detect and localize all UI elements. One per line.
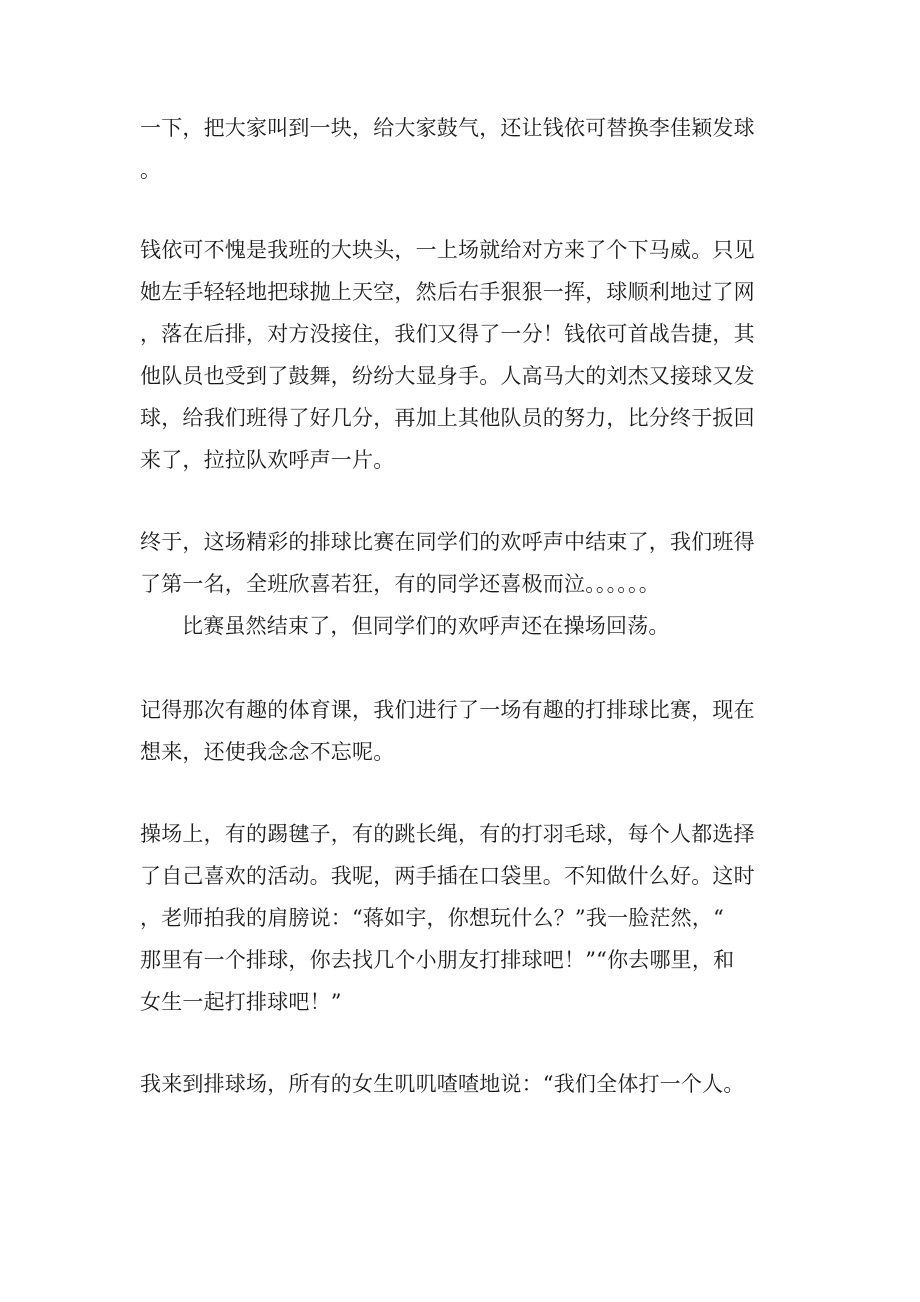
text-line: 我来到排球场，所有的女生叽叽喳喳地说：“我们全体打一个人。 xyxy=(140,1072,745,1096)
text-line: 。 xyxy=(140,158,162,182)
text-line: 女生一起打排球吧！” xyxy=(140,990,342,1014)
text-line: 她左手轻轻地把球抛上天空，然后右手狠狠一挥，球顺利地过了网 xyxy=(140,280,755,304)
text-line: 球，给我们班得了好几分，再加上其他队员的努力，比分终于扳回 xyxy=(140,406,755,430)
text-line: 他队员也受到了鼓舞，纷纷大显身手。人高马大的刘杰又接球又发 xyxy=(140,364,755,388)
text-line: 了第一名，全班欣喜若狂，有的同学还喜极而泣。。。。。。 xyxy=(140,572,660,596)
text-line: 了自己喜欢的活动。我呢，两手插在口袋里。不知做什么好。这时 xyxy=(140,864,755,888)
text-line: ，老师拍我的肩膀说：“蒋如宇，你想玩什么？”我一脸茫然，“ xyxy=(140,906,725,930)
text-line: 操场上，有的踢毽子，有的跳长绳，有的打羽毛球，每个人都选择 xyxy=(140,822,755,846)
text-line: 钱依可不愧是我班的大块头，一上场就给对方来了个下马威。只见 xyxy=(140,238,755,262)
text-line: 记得那次有趣的体育课，我们进行了一场有趣的打排球比赛，现在 xyxy=(140,698,755,722)
text-line: 想来，还使我念念不忘呢。 xyxy=(140,740,395,764)
text-line: ，落在后排，对方没接住，我们又得了一分！钱依可首战告捷，其 xyxy=(140,322,755,346)
text-line: 那里有一个排球，你去找几个小朋友打排球吧！”“你去哪里，和 xyxy=(140,948,735,972)
text-line: 终于，这场精彩的排球比赛在同学们的欢呼声中结束了，我们班得 xyxy=(140,530,755,554)
text-line: 来了，拉拉队欢呼声一片。 xyxy=(140,448,395,472)
text-line: 一下，把大家叫到一块，给大家鼓气，还让钱依可替换李佳颖发球 xyxy=(140,116,755,140)
text-line-indented: 比赛虽然结束了，但同学们的欢呼声还在操场回荡。 xyxy=(182,614,670,638)
